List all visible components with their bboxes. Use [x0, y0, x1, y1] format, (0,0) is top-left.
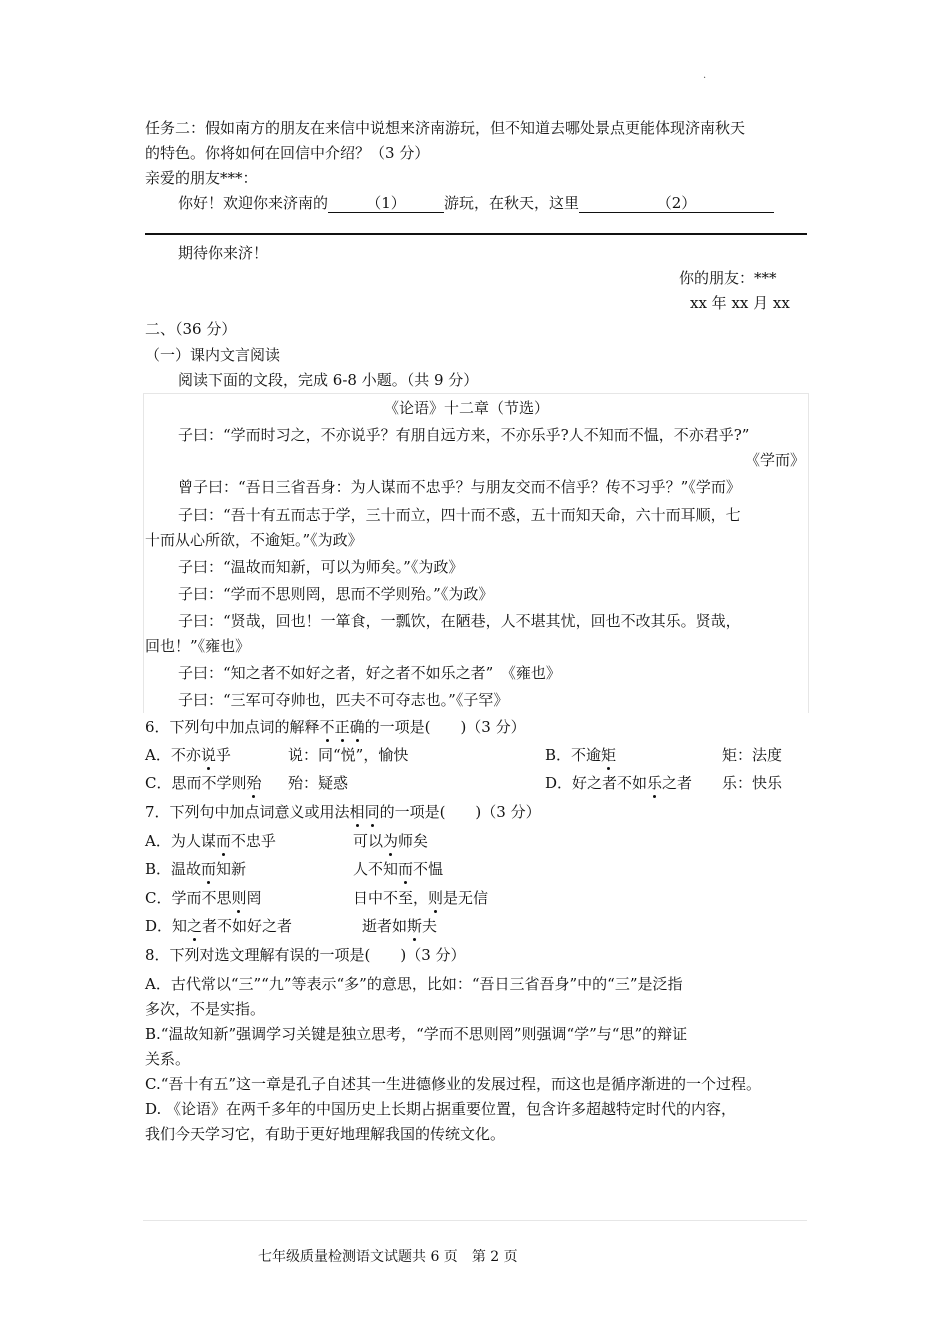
- q7-option-a-compare: [353, 830, 428, 852]
- q7-c-tail: 罔: [246, 889, 262, 907]
- q6-emphasis: 不: [319, 718, 335, 736]
- passage-line-5: 子曰：“学而不思则罔，思而不学则殆。”《为政》: [178, 585, 494, 603]
- passage-line-6a: 子曰：“贤哉，回也！一箪食，一瓢饮，在陋巷，人不堪其忧，回也不改其乐。贤哉，: [178, 612, 741, 630]
- q7-d-text: D．知: [145, 917, 188, 935]
- q8-option-d[interactable]: D. 《论语》在两千多年的中国历史上长期占据重要位置，包含许多超越特定时代的内容，: [145, 1100, 737, 1118]
- letter-signature: 你的朋友：***: [679, 269, 777, 287]
- q6-option-a-text-tail: 乎: [215, 746, 231, 764]
- q7-a2-key: 为: [383, 832, 399, 850]
- q6-option-c[interactable]: [145, 772, 262, 794]
- q7-stem-text: 7．下列句中加点词意义或用法: [145, 803, 350, 821]
- passage-line-1: 子曰：“学而时习之，不亦说乎？有朋自远方来，不亦乐乎?人不知而不愠，不亦君乎?”: [178, 426, 750, 444]
- q7-option-b[interactable]: [145, 858, 246, 880]
- q7-b-tail: 知新: [216, 860, 247, 878]
- passage-line-3b: 十而从心所欲，不逾矩。”《为政》: [145, 531, 363, 549]
- q6-option-b-answer: 矩：法度: [722, 746, 783, 764]
- q6-option-b-text: B．不逾: [545, 746, 602, 764]
- q7-d-tail: 者不如好之者: [202, 917, 293, 935]
- q7-option-d[interactable]: [145, 915, 292, 937]
- q7-b2-key: 而: [398, 860, 414, 878]
- q7-c-text: C．学而不思: [145, 889, 232, 907]
- q8-option-c[interactable]: C.“吾十有五”这一章是孔子自述其一生进德修业的发展过程，而这也是循序渐进的一个过程。: [145, 1075, 762, 1093]
- q7-stem: [145, 801, 541, 823]
- q6-option-d[interactable]: [545, 772, 692, 794]
- q8-option-d-cont: 我们今天学习它，有助于更好地理解我国的传统文化。: [145, 1125, 506, 1143]
- q7-option-c[interactable]: [145, 887, 262, 909]
- q6-stem-tail: 的一项是( )（3 分）: [364, 718, 526, 736]
- reading-instruction: 阅读下面的文段，完成 6-8 小题。（共 9 分）: [178, 371, 479, 389]
- q7-d2-text: 逝者如: [362, 917, 408, 935]
- q6-option-d-key: 乐: [647, 774, 663, 792]
- q7-a-text: A．为人谋: [145, 832, 216, 850]
- passage-line-7: 子曰：“知之者不如好之者，好之者不如乐之者” 《雍也》: [178, 664, 561, 682]
- q6-emphasis: 正: [334, 718, 350, 736]
- q7-a-tail: 不忠乎: [230, 832, 276, 850]
- q8-option-a[interactable]: A．古代常以“三”“九”等表示“多”的意思，比如：“吾日三省吾身”中的“三”是泛指: [145, 975, 683, 993]
- passage-line-4: 子曰：“温故而知新，可以为师矣。”《为政》: [178, 558, 464, 576]
- q8-option-a-cont: 多次，不是实指。: [145, 1000, 266, 1018]
- footer: [258, 1246, 518, 1268]
- q6-option-a-answer: 说：同“悦”，愉快: [288, 746, 409, 764]
- passage-line-3a: 子曰：“吾十有五而志于学，三十而立，四十而不惑，五十而知天命，六十而耳顺，七: [178, 506, 741, 524]
- q6-stem-text: 6．下列句中加点词的解释: [145, 718, 320, 736]
- q7-b2-tail: 不愠: [413, 860, 444, 878]
- task2-question-line1: 任务二：假如南方的朋友在来信中说想来济南游玩，但不知道去哪处景点更能体现济南秋天: [145, 119, 746, 137]
- q7-d2-key: 斯: [407, 917, 423, 935]
- answer-line[interactable]: [145, 233, 807, 235]
- q6-option-d-text-tail: 之者: [662, 774, 693, 792]
- q7-b2-text: 人不知: [353, 860, 399, 878]
- q6-option-d-text: D．好之者不如: [545, 774, 648, 792]
- q7-stem-tail: 的一项是( )（3 分）: [379, 803, 541, 821]
- q6-option-d-answer: 乐：快乐: [722, 774, 783, 792]
- q7-c2-text: 日中不至，: [353, 889, 429, 907]
- footer-divider: [143, 1220, 807, 1221]
- q7-option-b-compare: [353, 858, 443, 880]
- letter-greeting-line: [178, 192, 774, 214]
- greeting-text-a: 你好！欢迎你来济南的: [178, 194, 329, 212]
- q7-option-d-compare: [362, 915, 437, 937]
- letter-date: xx 年 xx 月 xx: [690, 294, 790, 312]
- q7-emphasis: 相: [349, 803, 365, 821]
- q7-emphasis: 同: [364, 803, 380, 821]
- passage-title: 《论语》十二章（节选）: [384, 399, 550, 417]
- q7-a2-text: 可以: [353, 832, 384, 850]
- q6-option-b[interactable]: [545, 744, 616, 766]
- q7-option-a[interactable]: [145, 830, 276, 852]
- q7-b-key: 而: [201, 860, 217, 878]
- q7-c-key: 则: [231, 889, 247, 907]
- q6-option-a-key: 说: [200, 746, 216, 764]
- q7-d2-tail: 夫: [422, 917, 438, 935]
- q6-option-a[interactable]: [145, 744, 231, 766]
- footer-title: 七年级质量检测语文试题共 6 页: [258, 1249, 458, 1265]
- q6-option-a-text: A．不亦: [145, 746, 201, 764]
- q8-option-b[interactable]: B.“温故知新”强调学习关键是独立思考，“学而不思则罔”则强调“学”与“思”的辩证: [145, 1025, 688, 1043]
- q6-emphasis: 确: [349, 718, 365, 736]
- q7-a-key: 而: [215, 832, 231, 850]
- q7-option-c-compare: [353, 887, 488, 909]
- task2-question-line2: 的特色。你将如何在回信中介绍？（3 分）: [145, 144, 430, 162]
- section-header: 二、（36 分）: [145, 320, 237, 338]
- q7-a2-tail: 师矣: [398, 832, 429, 850]
- greeting-text-b: 游玩，在秋天，这里: [444, 194, 580, 212]
- answer-blank-1[interactable]: （1）: [328, 194, 444, 213]
- page-mark: .: [703, 70, 707, 81]
- q6-option-c-key: 殆: [246, 774, 262, 792]
- subsection-header: （一）课内文言阅读: [145, 346, 281, 364]
- q6-option-b-key: 矩: [601, 746, 617, 764]
- q7-c2-key: 则: [428, 889, 444, 907]
- letter-salutation: 亲爱的朋友***：: [145, 169, 258, 187]
- answer-blank-2[interactable]: （2）: [579, 194, 774, 213]
- q6-stem: [145, 716, 526, 738]
- q6-option-c-text: C．思而不学则: [145, 774, 247, 792]
- q6-option-c-answer: 殆：疑惑: [288, 774, 349, 792]
- q7-b-text: B．温故: [145, 860, 202, 878]
- q8-stem: 8．下列对选文理解有误的一项是( )（3 分）: [145, 946, 466, 964]
- passage-line-1-source: 《学而》: [745, 451, 806, 469]
- q8-option-b-cont: 关系。: [145, 1050, 191, 1068]
- passage-line-8: 子曰：“三军可夺帅也，匹夫不可夺志也。”《子罕》: [178, 691, 509, 709]
- q7-c2-tail: 是无信: [443, 889, 489, 907]
- passage-line-2: 曾子曰：“吾日三省吾身：为人谋而不忠乎？与朋友交而不信乎？传不习乎？”《学而》: [178, 478, 741, 496]
- footer-page: 第 2 页: [471, 1249, 518, 1265]
- letter-closing: 期待你来济！: [178, 244, 269, 262]
- passage-line-6b: 回也！”《雍也》: [145, 637, 251, 655]
- q7-d-key: 之: [187, 917, 203, 935]
